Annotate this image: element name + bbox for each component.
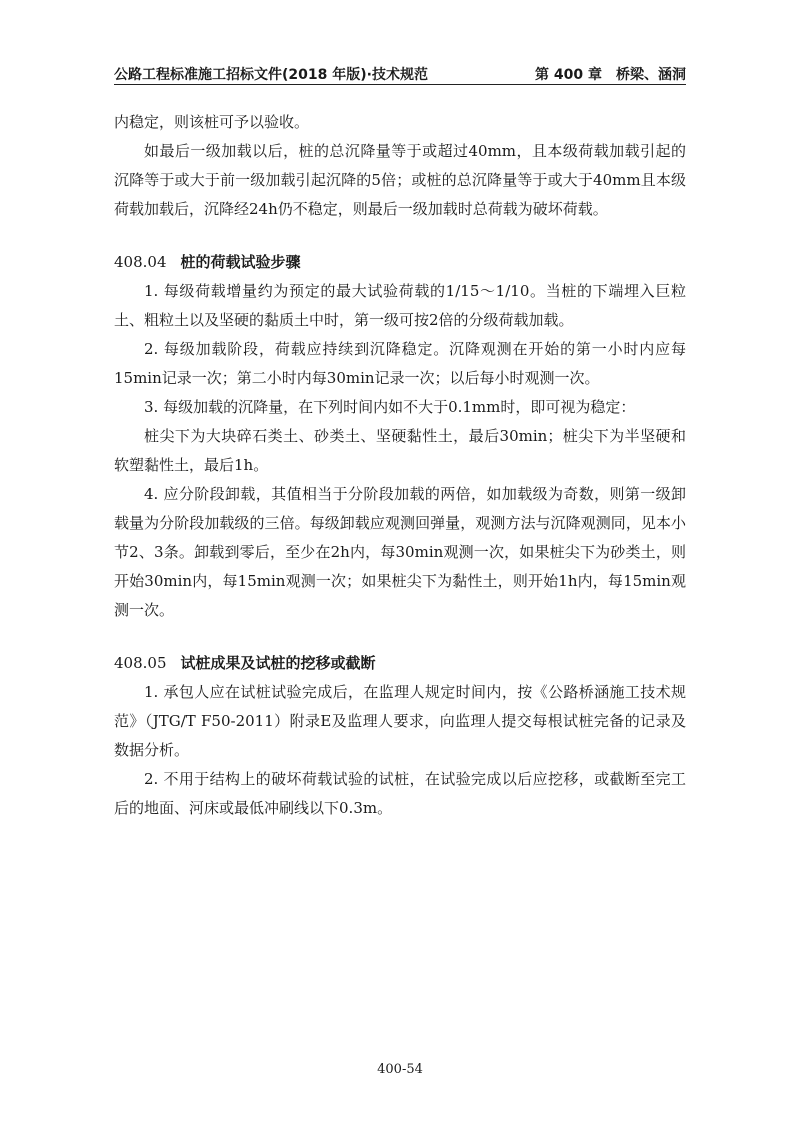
section-number: 408.05 bbox=[114, 654, 167, 672]
continued-paragraph: 内稳定，则该桩可予以验收。 bbox=[114, 113, 310, 131]
list-item-continuation: 桩尖下为大块碎石类土、砂类土、坚硬黏性土，最后30min；桩尖下为半坚硬和软塑黏性土，最后1h。 bbox=[114, 427, 686, 474]
running-header bbox=[114, 60, 686, 84]
section-title: 试桩成果及试桩的挖移或截断 bbox=[180, 654, 376, 672]
section-heading-408-04 bbox=[114, 248, 686, 277]
header-document-title: 公路工程标准施工招标文件(2018 年版)·技术规范 bbox=[114, 67, 428, 83]
failure-load-paragraph: 如最后一级加载以后，桩的总沉降量等于或超过40mm，且本级荷载加载引起的沉降等于或大于前一级加载引起沉降的5倍；或桩的总沉降量等于或大于40mm且本级荷载加载后，沉降经24h仍不稳定，则最后一级加载时总荷载为破坏荷载。 bbox=[114, 142, 686, 218]
list-item: 3. 每级加载的沉降量，在下列时间内如不大于0.1mm时，即可视为稳定： bbox=[144, 398, 636, 416]
page-body bbox=[114, 108, 686, 823]
list-item: 1. 每级荷载增量约为预定的最大试验荷载的1/15～1/10。当桩的下端埋入巨粒土、粗粒土以及坚硬的黏质土中时，第一级可按2倍的分级荷载加载。 bbox=[114, 282, 686, 329]
list-item: 1. 承包人应在试桩试验完成后，在监理人规定时间内，按《公路桥涵施工技术规范》（JTG/T F50-2011）附录E及监理人要求，向监理人提交每根试桩完备的记录及数据分析。 bbox=[114, 683, 686, 759]
list-item: 4. 应分阶段卸载，其值相当于分阶段加载的两倍，如加载级为奇数，则第一级卸载量为分阶段加载级的三倍。每级卸载应观测回弹量，观测方法与沉降观测同，见本小节2、3条。卸载到零后，至少在2h内，每30min观测一次，如果桩尖下为砂类土，则开始30min内，每15min观测一次；如果桩尖下为黏性土，则开始1h内，每15min观测一次。 bbox=[114, 485, 686, 619]
header-rule bbox=[114, 84, 686, 85]
section-heading-408-05 bbox=[114, 649, 686, 678]
section-number: 408.04 bbox=[114, 253, 167, 271]
list-item: 2. 每级加载阶段，荷载应持续到沉降稳定。沉降观测在开始的第一小时内应每15min记录一次；第二小时内每30min记录一次；以后每小时观测一次。 bbox=[114, 340, 686, 387]
header-chapter-title: 第 400 章 桥梁、涵洞 bbox=[535, 67, 686, 83]
section-title: 桩的荷载试验步骤 bbox=[180, 253, 301, 271]
page-number: 400-54 bbox=[377, 1062, 423, 1077]
list-item: 2. 不用于结构上的破坏荷载试验的试桩，在试验完成以后应挖移，或截断至完工后的地面、河床或最低冲刷线以下0.3m。 bbox=[114, 770, 686, 817]
